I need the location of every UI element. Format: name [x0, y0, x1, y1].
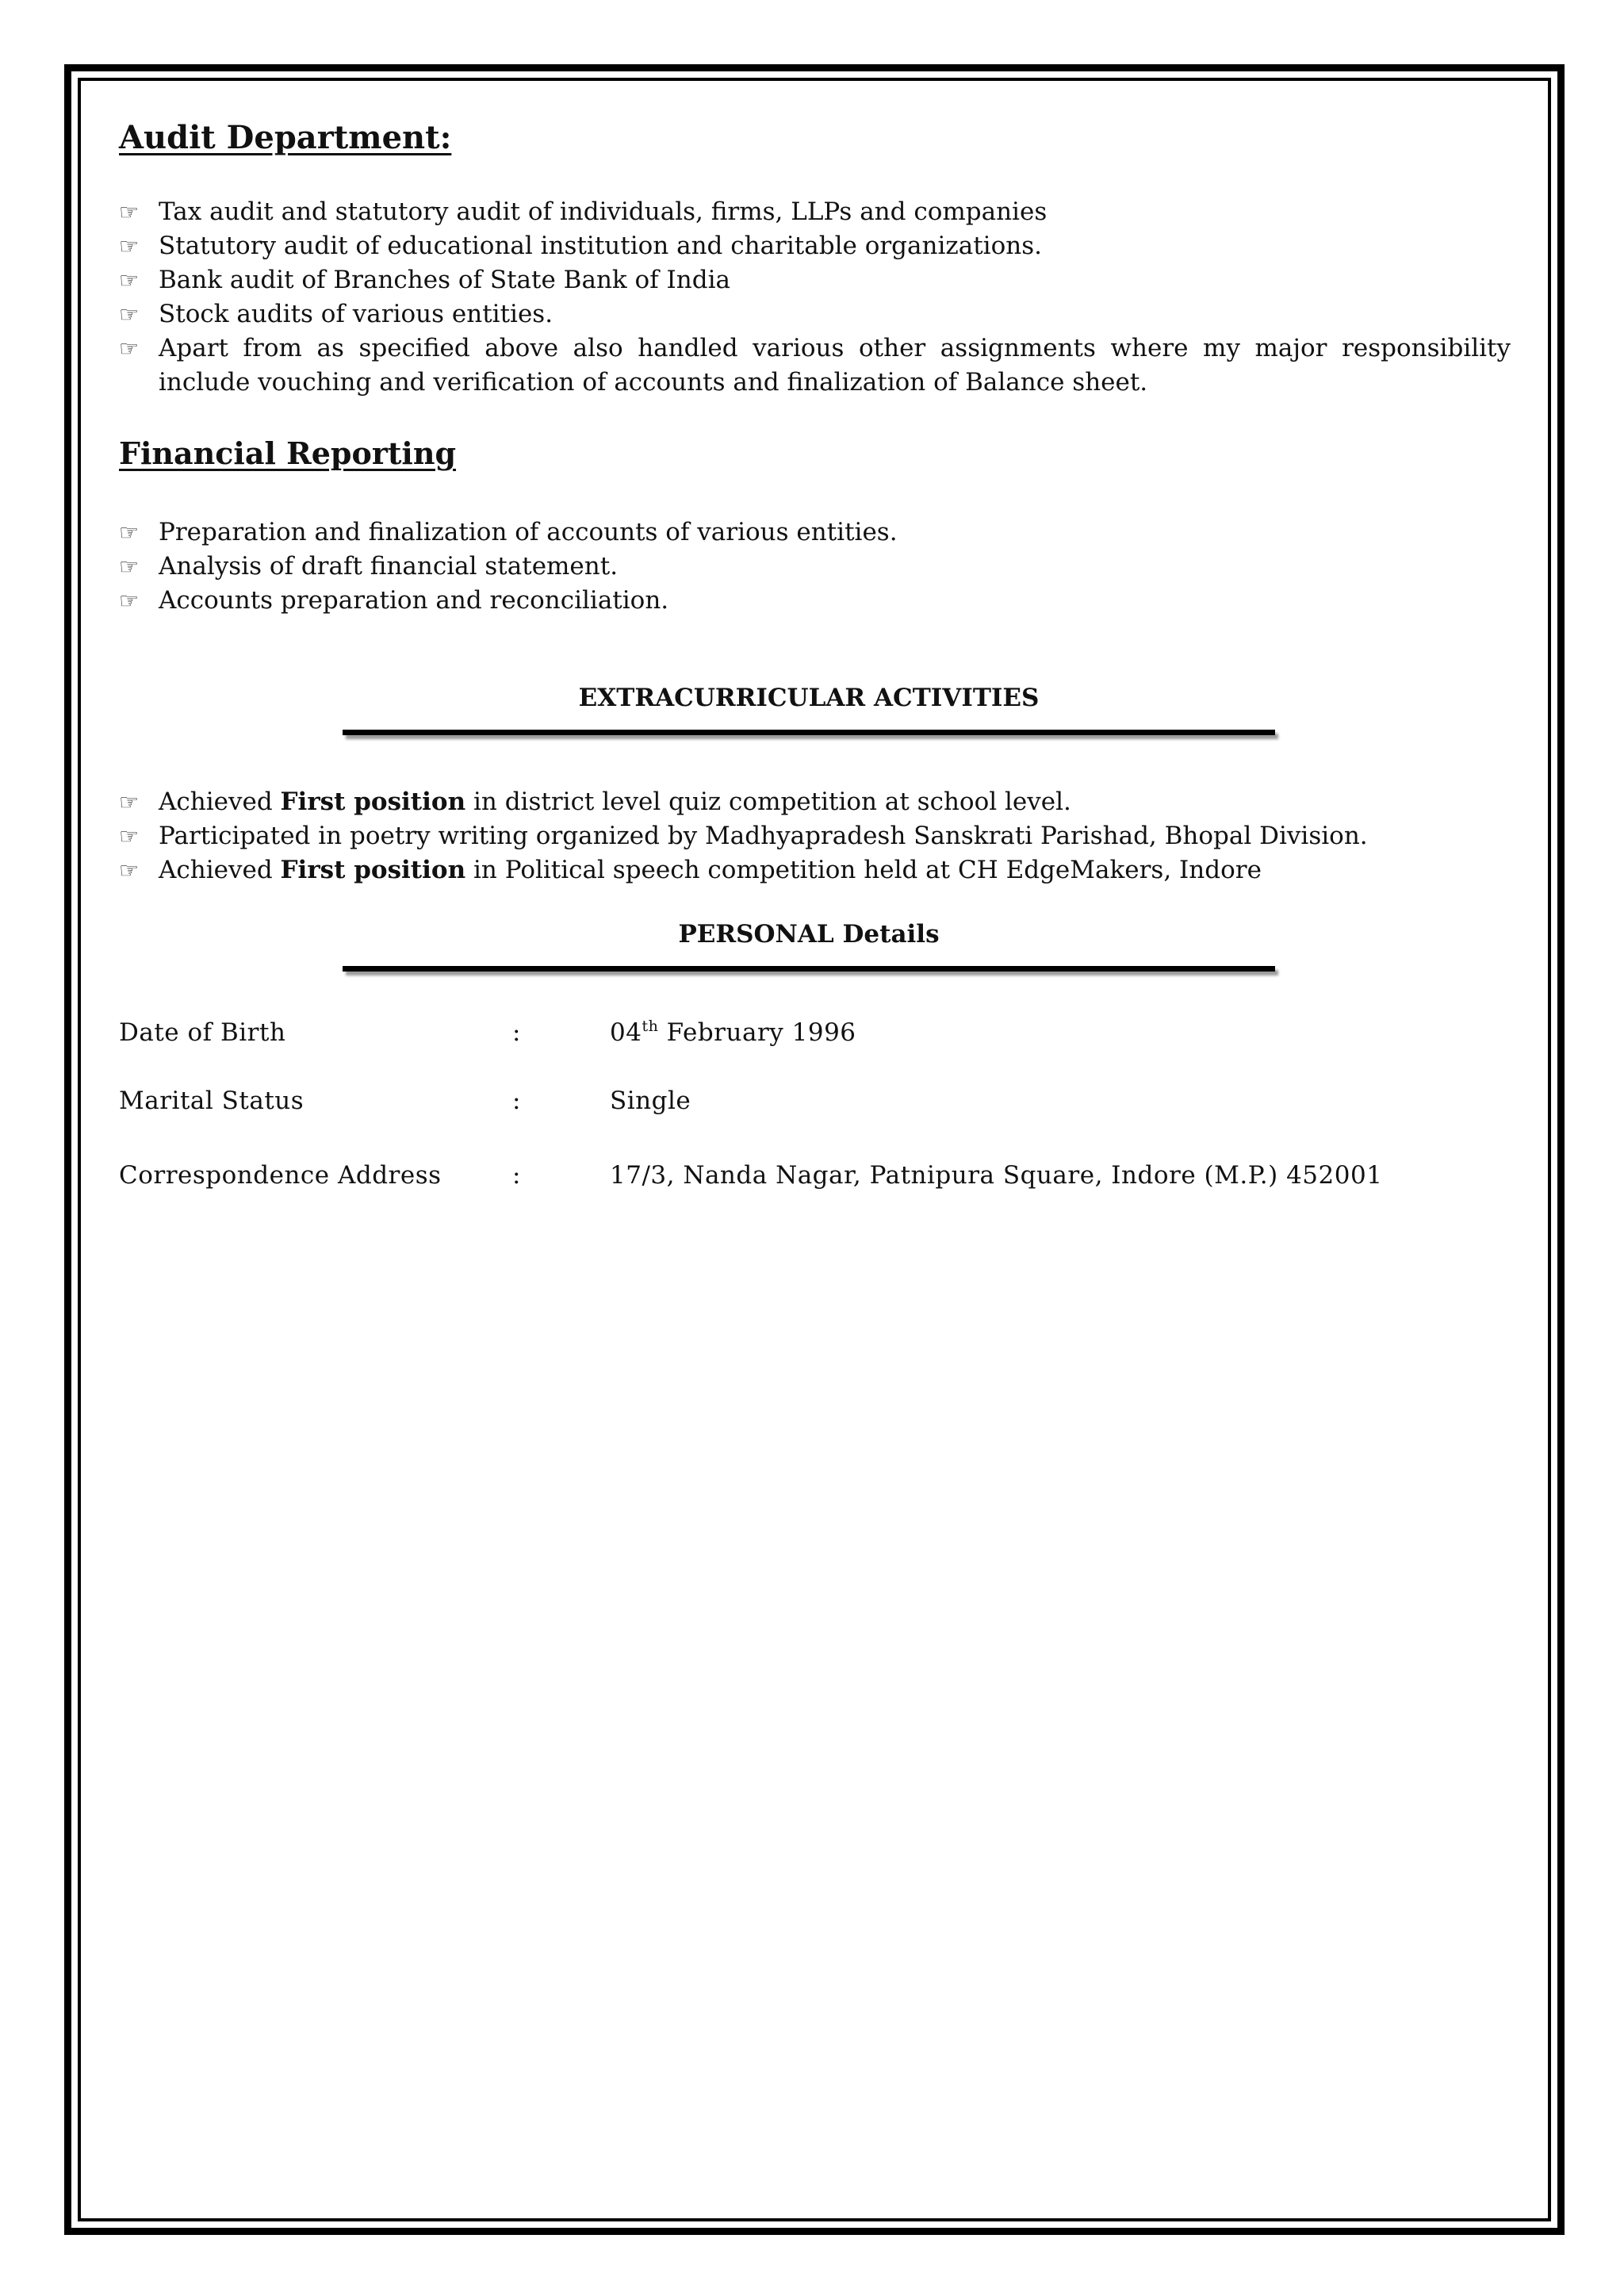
list-item-text: Stock audits of various entities. [159, 300, 553, 328]
hand-pointer-icon: ☞ [119, 335, 140, 362]
list-item-text: Bank audit of Branches of State Bank of India [159, 266, 730, 294]
detail-label: Correspondence Address [119, 1161, 442, 1190]
list-item-text: Preparation and finalization of accounts of various entities. [159, 518, 898, 546]
list-item-text: Analysis of draft financial statement. [159, 552, 619, 581]
list-item [119, 819, 1511, 853]
section-divider [343, 966, 1275, 972]
hand-pointer-icon: ☞ [119, 199, 140, 225]
list-item [119, 516, 1511, 550]
dob-month-year: February 1996 [658, 1018, 856, 1047]
list-item-text: Participated in poetry writing organized by Madhyapradesh Sanskrati Parishad, Bhopal Division. [159, 822, 1368, 850]
list-item [119, 332, 1511, 400]
list-item [119, 550, 1511, 584]
list-item [119, 785, 1511, 819]
hand-pointer-icon: ☞ [119, 267, 140, 293]
financial-reporting-title: Financial Reporting [119, 435, 457, 471]
hand-pointer-icon: ☞ [119, 823, 140, 849]
list-item [119, 263, 1511, 297]
list-item [119, 195, 1511, 229]
audit-list [119, 195, 1511, 400]
dob-day: 04 [610, 1018, 642, 1047]
detail-separator: : [512, 1161, 521, 1190]
detail-separator: : [512, 1087, 521, 1115]
list-item [119, 853, 1511, 887]
highlight-text: First position [280, 856, 466, 884]
detail-label: Date of Birth [119, 1018, 286, 1047]
list-item-text: Achieved [159, 856, 281, 884]
hand-pointer-icon: ☞ [119, 233, 140, 259]
detail-label: Marital Status [119, 1087, 304, 1115]
list-item-text: Achieved [159, 788, 281, 816]
list-item-text: Statutory audit of educational institution and charitable organizations. [159, 232, 1042, 260]
extracurricular-list [119, 785, 1511, 887]
detail-value: Single [610, 1087, 691, 1115]
list-item-text: Apart from as specified above also handled various other assignments where my major responsibility include vouching and verification of accounts and finalization of Balance sheet. [159, 334, 1511, 397]
hand-pointer-icon: ☞ [119, 554, 140, 580]
hand-pointer-icon: ☞ [119, 588, 140, 614]
hand-pointer-icon: ☞ [119, 857, 140, 884]
list-item [119, 229, 1511, 263]
audit-department-title: Audit Department: [119, 119, 452, 156]
list-item-text: in district level quiz competition at school level. [465, 788, 1071, 816]
list-item-text: Tax audit and statutory audit of individuals, firms, LLPs and companies [159, 197, 1048, 226]
personal-details-heading: PERSONAL Details [678, 920, 940, 949]
list-item [119, 584, 1511, 618]
list-item [119, 297, 1511, 332]
hand-pointer-icon: ☞ [119, 301, 140, 328]
extracurricular-heading: EXTRACURRICULAR ACTIVITIES [578, 684, 1040, 712]
detail-separator: : [512, 1018, 521, 1047]
hand-pointer-icon: ☞ [119, 519, 140, 546]
section-divider [343, 730, 1275, 735]
financial-list [119, 516, 1511, 618]
detail-value: 17/3, Nanda Nagar, Patnipura Square, Indore (M.P.) 452001 [610, 1161, 1383, 1190]
list-item-text: Accounts preparation and reconciliation. [159, 586, 669, 615]
list-item-text: in Political speech competition held at CH EdgeMakers, Indore [465, 856, 1262, 884]
detail-value [610, 1018, 856, 1047]
hand-pointer-icon: ☞ [119, 789, 140, 815]
dob-ordinal-suffix: th [642, 1018, 659, 1035]
highlight-text: First position [280, 788, 466, 816]
